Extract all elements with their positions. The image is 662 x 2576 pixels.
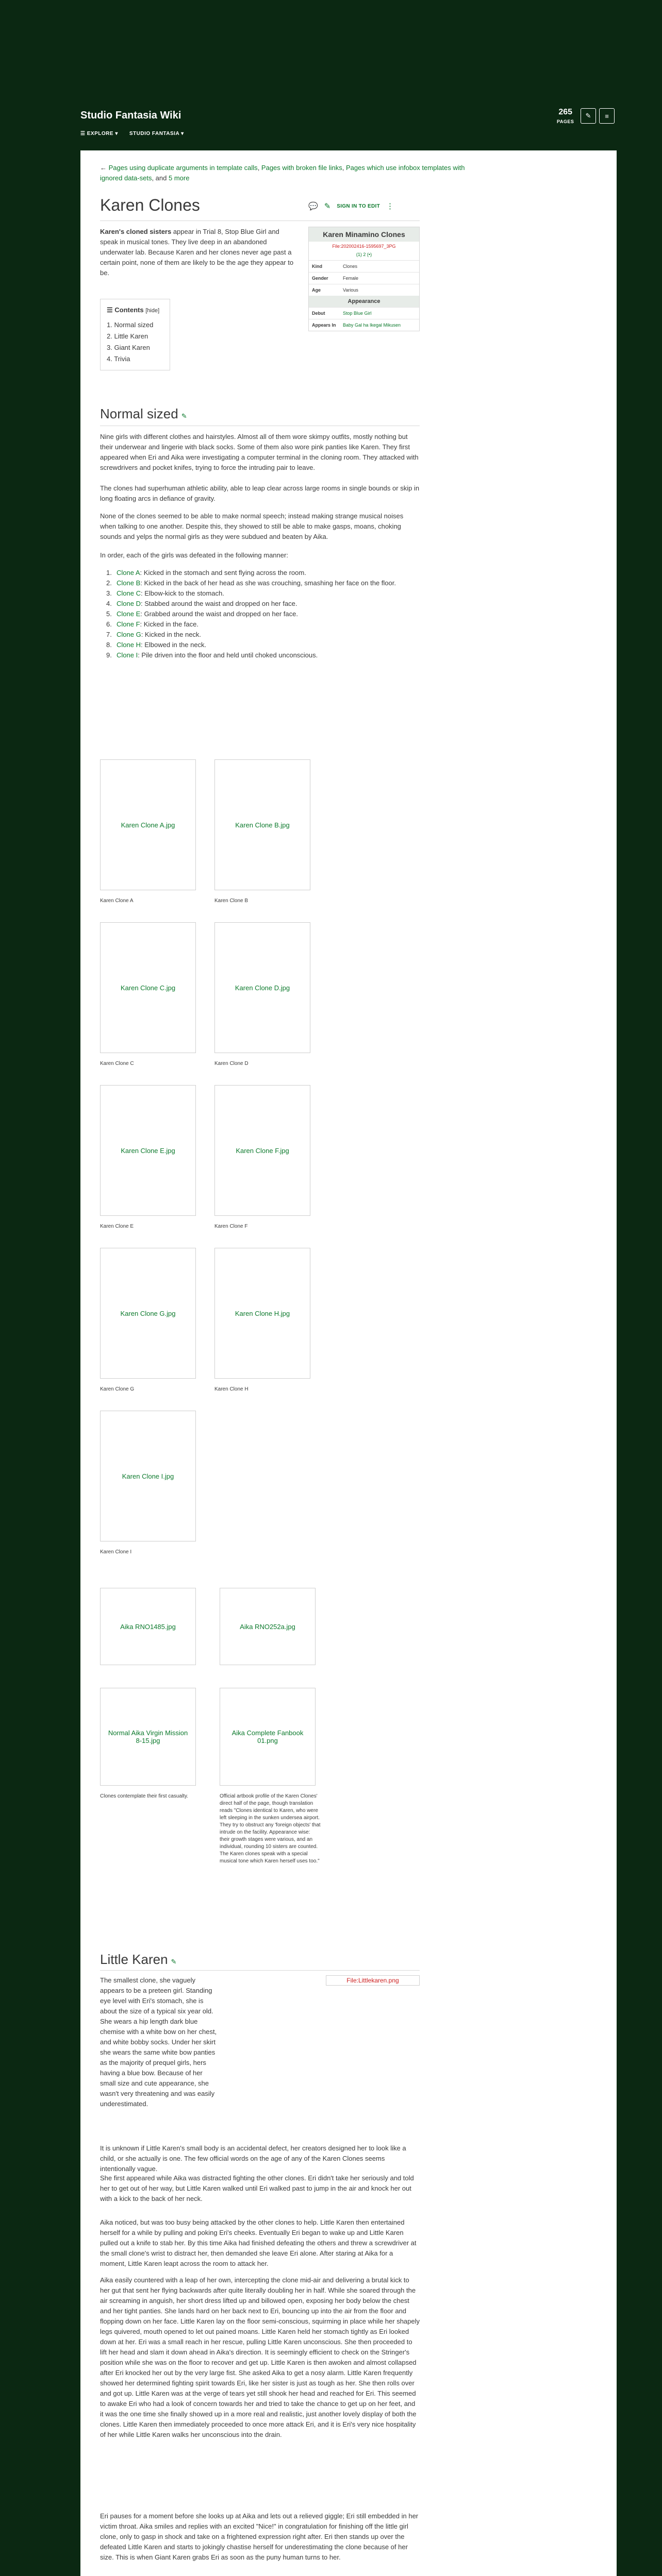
list-item bbox=[100, 609, 420, 619]
infobox-row bbox=[309, 284, 419, 296]
clone-link[interactable]: Clone C bbox=[117, 589, 141, 597]
gallery-caption: Official artbook profile of the Karen Clones' direct half of the page, though translation reads "Clones identical to Karen, who were left sleeping in the sunken undersea airport. They try to obstruct any 'foreign objects' that intrude on the facility. Appearance wise: their growth stages were various, and an individual, rounding 10 sisters are counted. The Karen clones speak with a special musical tone which Karen herself uses too." bbox=[220, 1793, 321, 1864]
infobox-image-tabs[interactable]: (1) 2 (•) bbox=[309, 252, 419, 260]
infobox-image-redlink[interactable]: File:202002416-1595697_3PG bbox=[309, 242, 419, 252]
list-number: 6. bbox=[106, 620, 112, 628]
table-of-contents bbox=[100, 299, 170, 370]
gallery-caption: Karen Clone E bbox=[100, 1224, 134, 1229]
list-text: : Kicked in the face. bbox=[140, 620, 198, 628]
paragraph: Aika easily countered with a leap of her own, intercepting the clone mid-air and delivering a brutal kick to her gut that sent her flying backwards after quite literally doubling her in half. While she soared through the air screaming in anguish, her short dress lifted up and billowed open, exposing her body below the chest and her tight panties. She lands hard on her back next to Eri, bouncing up into the air from the floor and flopping down on her face. Little Karen lay on the floor semi-conscious, squirming in place while her shapely legs quivered, mouth opened to let out pained moans. Little Karen held her stomach tightly as Eri looked down at her. Eri was a small reach in her rescue, pulling Little Karen unconscious. She then proceeded to lift her head and slam it down ahead in Aika's direction. It is seemingly efficient to check on the Stringer's position while she was on the floor to recover and get up. Little Karen is then awoken and almost collapsed after Eri knocked her out by the very large fist. She asked Aika to get a nosy alarm. Little Karen frequently showed her determined fighting spirit towards Eri, like her sister is just as tough as her. She then rolls over and got up. Little Karen was at the verge of tears yet still shook her head and reached for Eri. This seemed to awake Eri who had a look of concern towards her and tried to take the chance to get up on her feet, and it was the one time she finally showed up in a more real and realistic, just another lovely display of both the clones. Little Karen then immediately proceeded to once more attack Eri, and it is Eri's very nice hospitality of her while Little Karen walks her unconscious into the drain. bbox=[100, 2276, 420, 2438]
list-number: 1. bbox=[106, 569, 112, 577]
defeat-list bbox=[100, 568, 420, 660]
infobox-row bbox=[309, 272, 419, 284]
infobox-row bbox=[309, 319, 419, 331]
clone-link[interactable]: Clone H bbox=[117, 641, 141, 649]
comment-icon[interactable]: 💬 bbox=[308, 202, 318, 211]
paragraph-text: The smallest clone, she vaguely appears to be a preteen girl. Standing eye level with Eri's stomach, she is about the size of a typical six year old. She wears a hip length dark blue chemise with a white bow on her chest, and white bobby socks. Under her skirt she wears the same white bow panties as the majority of prequel girls, hers having a blue bow. Because of her small size and cute appearance, she wasn't very threatening and was easily underestimated. bbox=[100, 1976, 217, 2108]
wiki-nav bbox=[80, 131, 184, 137]
list-text: : Grabbed around the waist and dropped on her face. bbox=[140, 610, 298, 618]
list-item bbox=[100, 599, 420, 609]
infobox-value: Clones bbox=[343, 264, 358, 269]
image-placeholder[interactable]: Karen Clone C.jpg bbox=[100, 922, 196, 1053]
image-placeholder[interactable]: Aika Complete Fanbook 01.png bbox=[220, 1688, 316, 1786]
section-heading-little-karen bbox=[100, 1952, 176, 1968]
infobox-key: Kind bbox=[312, 264, 322, 269]
pencil-icon: ✎ bbox=[585, 112, 591, 120]
infobox-row bbox=[309, 260, 419, 272]
toc-item[interactable]: 2. Little Karen bbox=[107, 332, 148, 340]
image-placeholder[interactable]: Aika RNO252a.jpg bbox=[220, 1588, 316, 1665]
image-placeholder[interactable]: Karen Clone G.jpg bbox=[100, 1248, 196, 1379]
list-text: : Kicked in the back of her head as she was crouching, smashing her face on the floor. bbox=[140, 579, 396, 587]
wiki-title[interactable]: Studio Fantasia Wiki bbox=[80, 110, 181, 121]
list-text: : Kicked in the neck. bbox=[141, 631, 202, 638]
gallery-item[interactable] bbox=[220, 1588, 321, 1665]
gallery-caption: Karen Clone C bbox=[100, 1061, 134, 1066]
paragraph: Eri pauses for a moment before she looks up at Aika and lets out a relieved giggle; Eri still embedded in her victim throat. Aika smiles and replies with an excited "Nice!" in congratulation for finishing off the little girl clone, only to gasp in shock and take on a frightened expression right after. Eri then stands up over the defeated Little Karen and starts to jokingly chastise herself for underestimating the clone because of her size. This is when Giant Karen grabs Eri as soon as the puny human turns to her. bbox=[100, 2512, 419, 2561]
gallery-caption: Clones contemplate their first casualty. bbox=[100, 1793, 189, 1799]
list-text: : Stabbed around the waist and dropped on her face. bbox=[140, 600, 297, 607]
toc-title: Contents bbox=[114, 306, 144, 314]
image-placeholder[interactable]: Normal Aika Virgin Mission 8-15.jpg bbox=[100, 1688, 196, 1786]
gallery-item[interactable] bbox=[220, 1688, 321, 1865]
list-text: : Kicked in the stomach and sent flying across the room. bbox=[140, 569, 306, 577]
clone-link[interactable]: Clone A bbox=[117, 569, 140, 577]
list-number: 7. bbox=[106, 631, 112, 638]
more-options-button[interactable] bbox=[599, 108, 615, 124]
paragraph: Aika noticed, but was too busy being attacked by the other clones to help. Little Karen then entertained herself for a while by pulling and poking Eri's cheeks. Eventually Eri began to wake up and Little Karen pulled out a knife to stab her. By this time Aika had finished defeating the others and threw a screwdriver at the small clone's wrist to distract her, then demanded she leave Eri alone. After staring at Aika for a moment, Little Karen leapt across the room to attack her. bbox=[100, 2218, 417, 2267]
pages-label: PAGES bbox=[557, 119, 574, 124]
article-content bbox=[100, 163, 602, 2561]
toc-item[interactable]: 4. Trivia bbox=[107, 355, 130, 363]
category-notice bbox=[100, 163, 471, 183]
gallery-item[interactable] bbox=[100, 922, 201, 1067]
chevron-down-icon: ▾ bbox=[113, 131, 118, 137]
list-icon: ☰ bbox=[107, 306, 115, 314]
gallery-caption: Karen Clone A bbox=[100, 898, 134, 904]
list-number: 2. bbox=[106, 579, 112, 587]
image-placeholder[interactable]: Karen Clone E.jpg bbox=[100, 1085, 196, 1216]
image-placeholder[interactable]: Karen Clone I.jpg bbox=[100, 1411, 196, 1541]
list-item bbox=[100, 588, 420, 599]
infobox-key: Age bbox=[312, 287, 321, 293]
infobox-value: Female bbox=[343, 276, 359, 281]
notice-link[interactable]: Pages using duplicate arguments in template calls bbox=[108, 164, 258, 172]
section-divider bbox=[100, 1970, 420, 1971]
list-item bbox=[100, 640, 420, 650]
list-number: 8. bbox=[106, 641, 112, 649]
section-heading-text: Normal sized bbox=[100, 406, 178, 421]
image-placeholder[interactable]: Karen Clone F.jpg bbox=[214, 1085, 310, 1216]
toc-header bbox=[107, 304, 163, 316]
clone-link[interactable]: Clone G bbox=[117, 631, 141, 638]
gallery-item[interactable] bbox=[214, 1085, 316, 1230]
edit-section-icon[interactable]: ✎ bbox=[181, 412, 187, 420]
toc-item[interactable]: 1. Normal sized bbox=[107, 321, 154, 329]
section-heading-text: Little Karen bbox=[100, 1952, 168, 1967]
more-vertical-icon[interactable]: ⋮ bbox=[386, 202, 394, 211]
pages-counter bbox=[557, 108, 574, 126]
image-placeholder[interactable]: Karen Clone D.jpg bbox=[214, 922, 310, 1053]
paragraph: It is unknown if Little Karen's small body is an accidental defect, her creators designed her to look like a child, or she actually is one. The few official words on the age of any of the Karen Clones seems intentionally vague. bbox=[100, 2144, 406, 2173]
toc-item[interactable]: 3. Giant Karen bbox=[107, 344, 150, 351]
gallery-item[interactable] bbox=[100, 1688, 201, 1800]
clone-link[interactable]: Clone I bbox=[117, 651, 138, 659]
notice-sep: , bbox=[342, 164, 346, 172]
toc-toggle[interactable]: [hide] bbox=[145, 308, 160, 314]
image-placeholder[interactable]: Karen Clone B.jpg bbox=[214, 759, 310, 890]
list-number: 9. bbox=[106, 651, 112, 659]
list-text: : Elbow-kick to the stomach. bbox=[140, 589, 224, 597]
gallery-caption: Karen Clone D bbox=[214, 1061, 249, 1066]
list-text: : Pile driven into the floor and held until choked unconscious. bbox=[138, 651, 318, 659]
notice-sep: , and bbox=[152, 174, 169, 182]
explore-icon: ☰ bbox=[80, 131, 87, 137]
gallery-item[interactable] bbox=[214, 1248, 316, 1393]
edit-icon[interactable]: ✎ bbox=[324, 202, 331, 211]
list-number: 4. bbox=[106, 600, 112, 607]
gallery-caption: Karen Clone B bbox=[214, 898, 249, 904]
chevron-down-icon: ▾ bbox=[179, 131, 184, 137]
infobox-value: Various bbox=[343, 287, 358, 293]
infobox-key: Gender bbox=[312, 276, 328, 281]
gallery-item[interactable] bbox=[214, 922, 316, 1067]
page-header bbox=[100, 196, 420, 216]
notice-link[interactable]: Pages with broken file links bbox=[261, 164, 342, 172]
nav-explore-label: EXPLORE bbox=[87, 131, 114, 137]
section-heading-normal-sized bbox=[100, 406, 187, 422]
list-number: 5. bbox=[106, 610, 112, 618]
list-item bbox=[100, 630, 420, 640]
image-placeholder[interactable]: Aika RNO1485.jpg bbox=[100, 1588, 196, 1665]
nav-studio-fantasia-label: STUDIO FANTASIA bbox=[129, 131, 179, 137]
notice-link[interactable]: Pages which use infobox templates with ignored data-sets bbox=[100, 164, 465, 182]
gallery-caption: Karen Clone F bbox=[214, 1224, 248, 1229]
paragraph: The clones had superhuman athletic ability, able to leap clear across large rooms in single bounds or skip in long floating arcs in defiance of gravity. bbox=[100, 484, 420, 502]
infobox-key: Appears In bbox=[312, 323, 336, 328]
clone-link[interactable]: Clone F bbox=[117, 620, 140, 628]
nav-explore[interactable] bbox=[80, 131, 118, 137]
infobox bbox=[308, 227, 420, 331]
list-item bbox=[100, 650, 420, 660]
article-page bbox=[80, 150, 617, 2576]
page-title: Karen Clones bbox=[100, 196, 200, 214]
gallery-item[interactable] bbox=[100, 1588, 201, 1665]
paragraph: Nine girls with different clothes and hairstyles. Almost all of them wore skimpy outfits, mostly nothing but their underwear and lingerie with black socks. Some of them also wore pink panties like Karen. They first appeared when Eri and Aika were investigating a computer terminal in the cloning room. They attacked with screwdrivers and pocket knifes, trying to force the intruding pair to leave. bbox=[100, 433, 419, 471]
edit-section-icon[interactable]: ✎ bbox=[171, 1958, 177, 1965]
menu-icon: ≡ bbox=[605, 112, 609, 120]
paragraph: She first appeared while Aika was distracted fighting the other clones. Eri didn't take her seriously and told her to get out of her way, but Little Karen walked until Eri walked past to jump in the air and knock her out with a kick to the back of her neck. bbox=[100, 2174, 414, 2202]
list-item bbox=[100, 619, 420, 630]
infobox-title: Karen Minamino Clones bbox=[309, 227, 419, 242]
paragraph: None of the clones seemed to be able to make normal speech; instead making strange musical noises when talking to one another. Despite this, they showed to still be able to make gasps, moans, choking sounds and yelps the normal girls as they were subdued and beaten by Aika. bbox=[100, 512, 404, 540]
gallery-caption: Karen Clone H bbox=[214, 1386, 249, 1392]
intro-bold: Karen's cloned sisters bbox=[100, 228, 172, 235]
clone-link[interactable]: Clone B bbox=[117, 579, 141, 587]
list-item bbox=[100, 568, 420, 578]
clone-link[interactable]: Clone D bbox=[117, 600, 141, 607]
list-text: : Elbowed in the neck. bbox=[140, 641, 207, 649]
gallery-item[interactable] bbox=[100, 759, 201, 905]
edit-page-button[interactable] bbox=[581, 108, 596, 124]
intro-text: appear in Trial 8, Stop Blue Girl and speak in musical tones. They live deep in an abandoned underwater lab. Because Karen and her clones never age past a certain point, none of them are likely to be the age they appear to be. bbox=[100, 228, 294, 277]
paragraph: In order, each of the girls was defeated in the following manner: bbox=[100, 551, 288, 559]
gallery-caption: Karen Clone I bbox=[100, 1549, 132, 1555]
list-number: 3. bbox=[106, 589, 112, 597]
sign-in-to-edit-button[interactable]: SIGN IN TO EDIT bbox=[337, 203, 380, 209]
pages-count: 265 bbox=[558, 108, 573, 116]
image-redlink[interactable]: File:Littlekaren.png bbox=[326, 1975, 420, 1986]
clone-link[interactable]: Clone E bbox=[117, 610, 141, 618]
paragraph bbox=[100, 1975, 420, 2109]
gallery-caption: Karen Clone G bbox=[100, 1386, 135, 1392]
page-actions bbox=[308, 196, 420, 216]
intro-paragraph bbox=[100, 227, 299, 278]
infobox-section-title: Appearance bbox=[309, 296, 419, 307]
gallery-item[interactable] bbox=[100, 1085, 201, 1230]
list-item bbox=[100, 578, 420, 588]
infobox-row bbox=[309, 307, 419, 319]
site-top-bar bbox=[0, 0, 662, 98]
infobox-key: Debut bbox=[312, 311, 325, 316]
notice-more-link[interactable]: 5 more bbox=[168, 174, 190, 182]
gallery-item[interactable] bbox=[214, 759, 316, 905]
notice-prefix: ← bbox=[100, 164, 109, 172]
gallery-item[interactable] bbox=[100, 1248, 201, 1393]
image-placeholder[interactable]: Karen Clone A.jpg bbox=[100, 759, 196, 890]
image-placeholder[interactable]: Karen Clone H.jpg bbox=[214, 1248, 310, 1379]
infobox-value-link[interactable]: Stop Blue Girl bbox=[343, 311, 372, 316]
notice-sep: , bbox=[257, 164, 261, 172]
infobox-value-link[interactable]: Baby Gal ha Ikegal Mikusen bbox=[343, 323, 401, 328]
gallery-item[interactable] bbox=[100, 1411, 201, 1556]
nav-studio-fantasia[interactable] bbox=[129, 131, 184, 137]
